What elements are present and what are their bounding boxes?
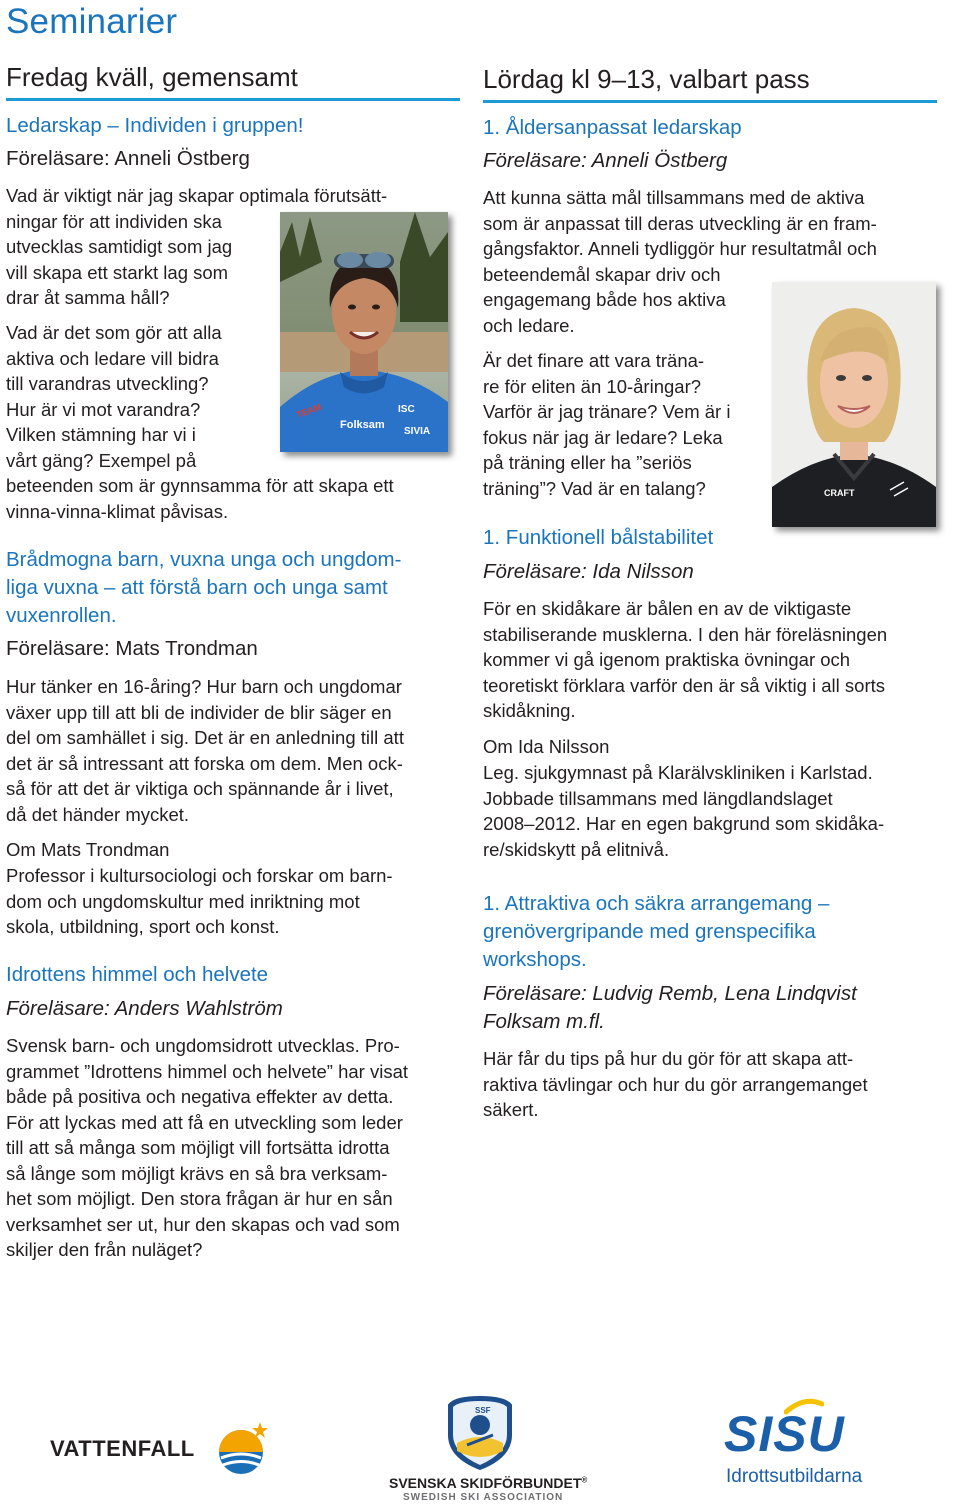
right-section-heading: Lördag kl 9–13, valbart pass	[483, 64, 937, 103]
text-line: Vilken stämning har vi i	[6, 424, 196, 445]
text-line: så för att det är viktiga och spännande år i livet,	[6, 778, 394, 799]
text-line: Vad är det som gör att alla	[6, 322, 222, 343]
sisu-wordmark: SISU	[724, 1406, 845, 1462]
text-line: skiljer den från nuläget?	[6, 1239, 203, 1260]
about-ida-body	[483, 760, 884, 862]
text-line: stabiliserande musklerna. I den här föreläsningen	[483, 623, 888, 645]
photo-ida-nilsson	[772, 282, 936, 527]
title-line: liga vuxna – att förstå barn och unga samt	[6, 576, 388, 599]
text-line: gångsfaktor. Anneli tydliggör hur resultatmål och	[483, 238, 877, 259]
lecturer-line: Folksam m.fl.	[483, 1010, 605, 1033]
text-line: fokus när jag är ledare? Leka	[483, 426, 723, 448]
shirt-text: Folksam	[340, 419, 385, 431]
svg-text:TEAM: TEAM	[295, 401, 323, 420]
text-line: aktiva och ledare vill bidra	[6, 347, 219, 369]
seminar-lecturer-anneli-2: Föreläsare: Anneli Östberg	[483, 149, 728, 172]
portrait-image	[772, 282, 936, 527]
photo-anneli-ostberg	[280, 212, 448, 452]
seminar-title-heaven-hell: Idrottens himmel och helvete	[6, 963, 269, 986]
text-line: grammet ”Idrottens himmel och helvete” har visat	[6, 1060, 409, 1082]
seminar-body-precocious	[6, 674, 404, 827]
skidforbundet-subtitle: SWEDISH SKI ASSOCIATION	[403, 1492, 564, 1503]
shirt-text: CRAFT	[824, 488, 855, 498]
portrait-image	[280, 212, 448, 452]
text-line: då det händer mycket.	[6, 803, 190, 825]
seminar-body-core-stability	[483, 596, 887, 724]
text-line: För en skidåkare är bålen en av de viktigaste	[483, 598, 852, 619]
text-line: dom och ungdomskultur med inriktning mot	[6, 890, 360, 912]
text-line: beteendemål skapar driv och	[483, 263, 721, 285]
about-mats-heading: Om Mats Trondman	[6, 839, 170, 860]
title-line: Brådmogna barn, vuxna unga och ungdom-	[6, 548, 402, 571]
text-line: vill skapa ett starkt lag som	[6, 261, 229, 283]
badge-letters: SSF	[475, 1406, 491, 1415]
text-line: 2008–2012. Har en egen bakgrund som skidåka-	[483, 813, 885, 834]
text-line: Professor i kultursociologi och forskar om barn-	[6, 865, 393, 886]
text-line: het som möjligt. Den stora frågan är hur en sån	[6, 1188, 393, 1209]
text-line: beteenden som är gynnsamma för att skapa ett	[6, 475, 394, 496]
title-line: grenövergripande med grenspecifika	[483, 920, 816, 943]
svenska-skidforbundet-logo	[385, 1395, 588, 1503]
shirt-text: ISC	[398, 404, 415, 415]
text-line: Hur är vi mot varandra?	[6, 398, 201, 420]
shirt-text: SIVIA	[404, 426, 431, 437]
text-line: drar åt samma håll?	[6, 287, 170, 308]
text-line: verksamhet ser ut, hur den skapas och vad som	[6, 1213, 400, 1235]
seminar-lecturer-ida: Föreläsare: Ida Nilsson	[483, 560, 694, 583]
seminar-lecturer-anders: Föreläsare: Anders Wahlström	[6, 997, 283, 1020]
text-line: växer upp till att bli de individer de blir säger en	[6, 701, 392, 723]
text-line: re/skidskytt på elitnivå.	[483, 838, 670, 860]
text-line: som är anpassat till deras utveckling är en fram-	[483, 212, 877, 234]
seminar-title-leadership: Ledarskap – Individen i gruppen!	[6, 114, 304, 137]
title-line: vuxenrollen.	[6, 604, 117, 627]
title-line: workshops.	[483, 948, 587, 971]
text-line: på träning eller ha ”seriös	[483, 452, 692, 473]
text-line: Jobbade tillsammans med längdlandslaget	[483, 787, 833, 809]
text-line: raktiva tävlingar och hur du gör arrangemanget	[483, 1073, 868, 1095]
text-line: Hur tänker en 16-åring? Hur barn och ungdomar	[6, 676, 402, 697]
text-line: Svensk barn- och ungdomsidrott utvecklas. Pro-	[6, 1035, 400, 1056]
seminar-title-events	[483, 890, 829, 974]
about-ida-heading: Om Ida Nilsson	[483, 736, 610, 757]
seminar-title-core-stability: 1. Funktionell bålstabilitet	[483, 526, 714, 549]
text-line: utvecklas samtidigt som jag	[6, 236, 233, 257]
text-line: både på positiva och negativa effekter av detta.	[6, 1086, 394, 1107]
skidforbundet-name: SVENSKA SKIDFÖRBUNDET	[389, 1475, 582, 1491]
text-line: så långe som möjligt krävs en så bra verksam-	[6, 1162, 388, 1184]
text-line: vinna-vinna-klimat påvisas.	[6, 500, 229, 522]
text-line: kommer vi gå igenom praktiska övningar och	[483, 649, 851, 670]
seminar-lecturer-ludvig-lena	[483, 980, 857, 1036]
text-line: och ledare.	[483, 314, 575, 336]
text-line: skola, utbildning, sport och konst.	[6, 916, 280, 937]
seminar-title-precocious	[6, 546, 401, 630]
text-line: till att så många som möjligt vill fortsätta idrotta	[6, 1137, 390, 1158]
text-line: engagemang både hos aktiva	[483, 289, 726, 310]
seminar-title-age-leadership: 1. Åldersanpassat ledarskap	[483, 116, 742, 139]
vattenfall-logo	[50, 1420, 270, 1480]
left-section-heading: Fredag kväll, gemensamt	[6, 62, 460, 101]
seminar-lecturer-anneli: Föreläsare: Anneli Östberg	[6, 147, 250, 170]
seminar-body-events	[483, 1046, 868, 1123]
vattenfall-sun-icon	[215, 1420, 270, 1480]
text-line: Att kunna sätta mål tillsammans med de aktiva	[483, 187, 865, 208]
page-title: Seminarier	[6, 2, 178, 41]
text-line: vårt gäng? Exempel på	[6, 449, 197, 471]
text-line: Vad är viktigt när jag skapar optimala förutsätt-	[6, 185, 388, 206]
vattenfall-wordmark: VATTENFALL	[50, 1436, 195, 1461]
seminar-body-heaven-hell	[6, 1033, 408, 1263]
text-line: ningar för att individen ska	[6, 210, 222, 232]
seminar-lecturer-mats: Föreläsare: Mats Trondman	[6, 637, 258, 660]
registered-mark: ®	[581, 1475, 588, 1485]
text-line: träning”? Vad är en talang?	[483, 477, 706, 499]
sisu-logo	[724, 1398, 894, 1494]
text-line: För att lyckas med att få en utveckling som leder	[6, 1111, 403, 1133]
sisu-subtitle: Idrottsutbildarna	[726, 1466, 863, 1487]
text-line: Här får du tips på hur du gör för att skapa att-	[483, 1048, 854, 1069]
text-line: Leg. sjukgymnast på Klarälvskliniken i Karlstad.	[483, 762, 873, 783]
skidforbundet-name-wrap	[389, 1475, 587, 1491]
text-line: säkert.	[483, 1099, 539, 1120]
text-line: till varandras utveckling?	[6, 373, 209, 394]
ski-association-badge-icon	[445, 1395, 515, 1471]
text-line: re för eliten än 10-åringar?	[483, 375, 702, 397]
seminar-body-age-leadership-2	[483, 348, 730, 501]
text-line: skidåkning.	[483, 700, 576, 721]
title-line: 1. Attraktiva och säkra arrangemang –	[483, 892, 830, 915]
text-line: teoretiskt förklara varför den är så viktig i all sorts	[483, 674, 886, 696]
text-line: Är det finare att vara träna-	[483, 350, 705, 371]
about-mats-body	[6, 863, 393, 940]
text-line: Varför är jag tränare? Vem är i	[483, 401, 731, 422]
lecturer-line: Föreläsare: Ludvig Remb, Lena Lindqvist	[483, 982, 857, 1005]
text-line: del om samhället i sig. Det är en anledning till att	[6, 727, 404, 748]
text-line: det är så intressant att forska om dem. Men ock-	[6, 752, 403, 774]
